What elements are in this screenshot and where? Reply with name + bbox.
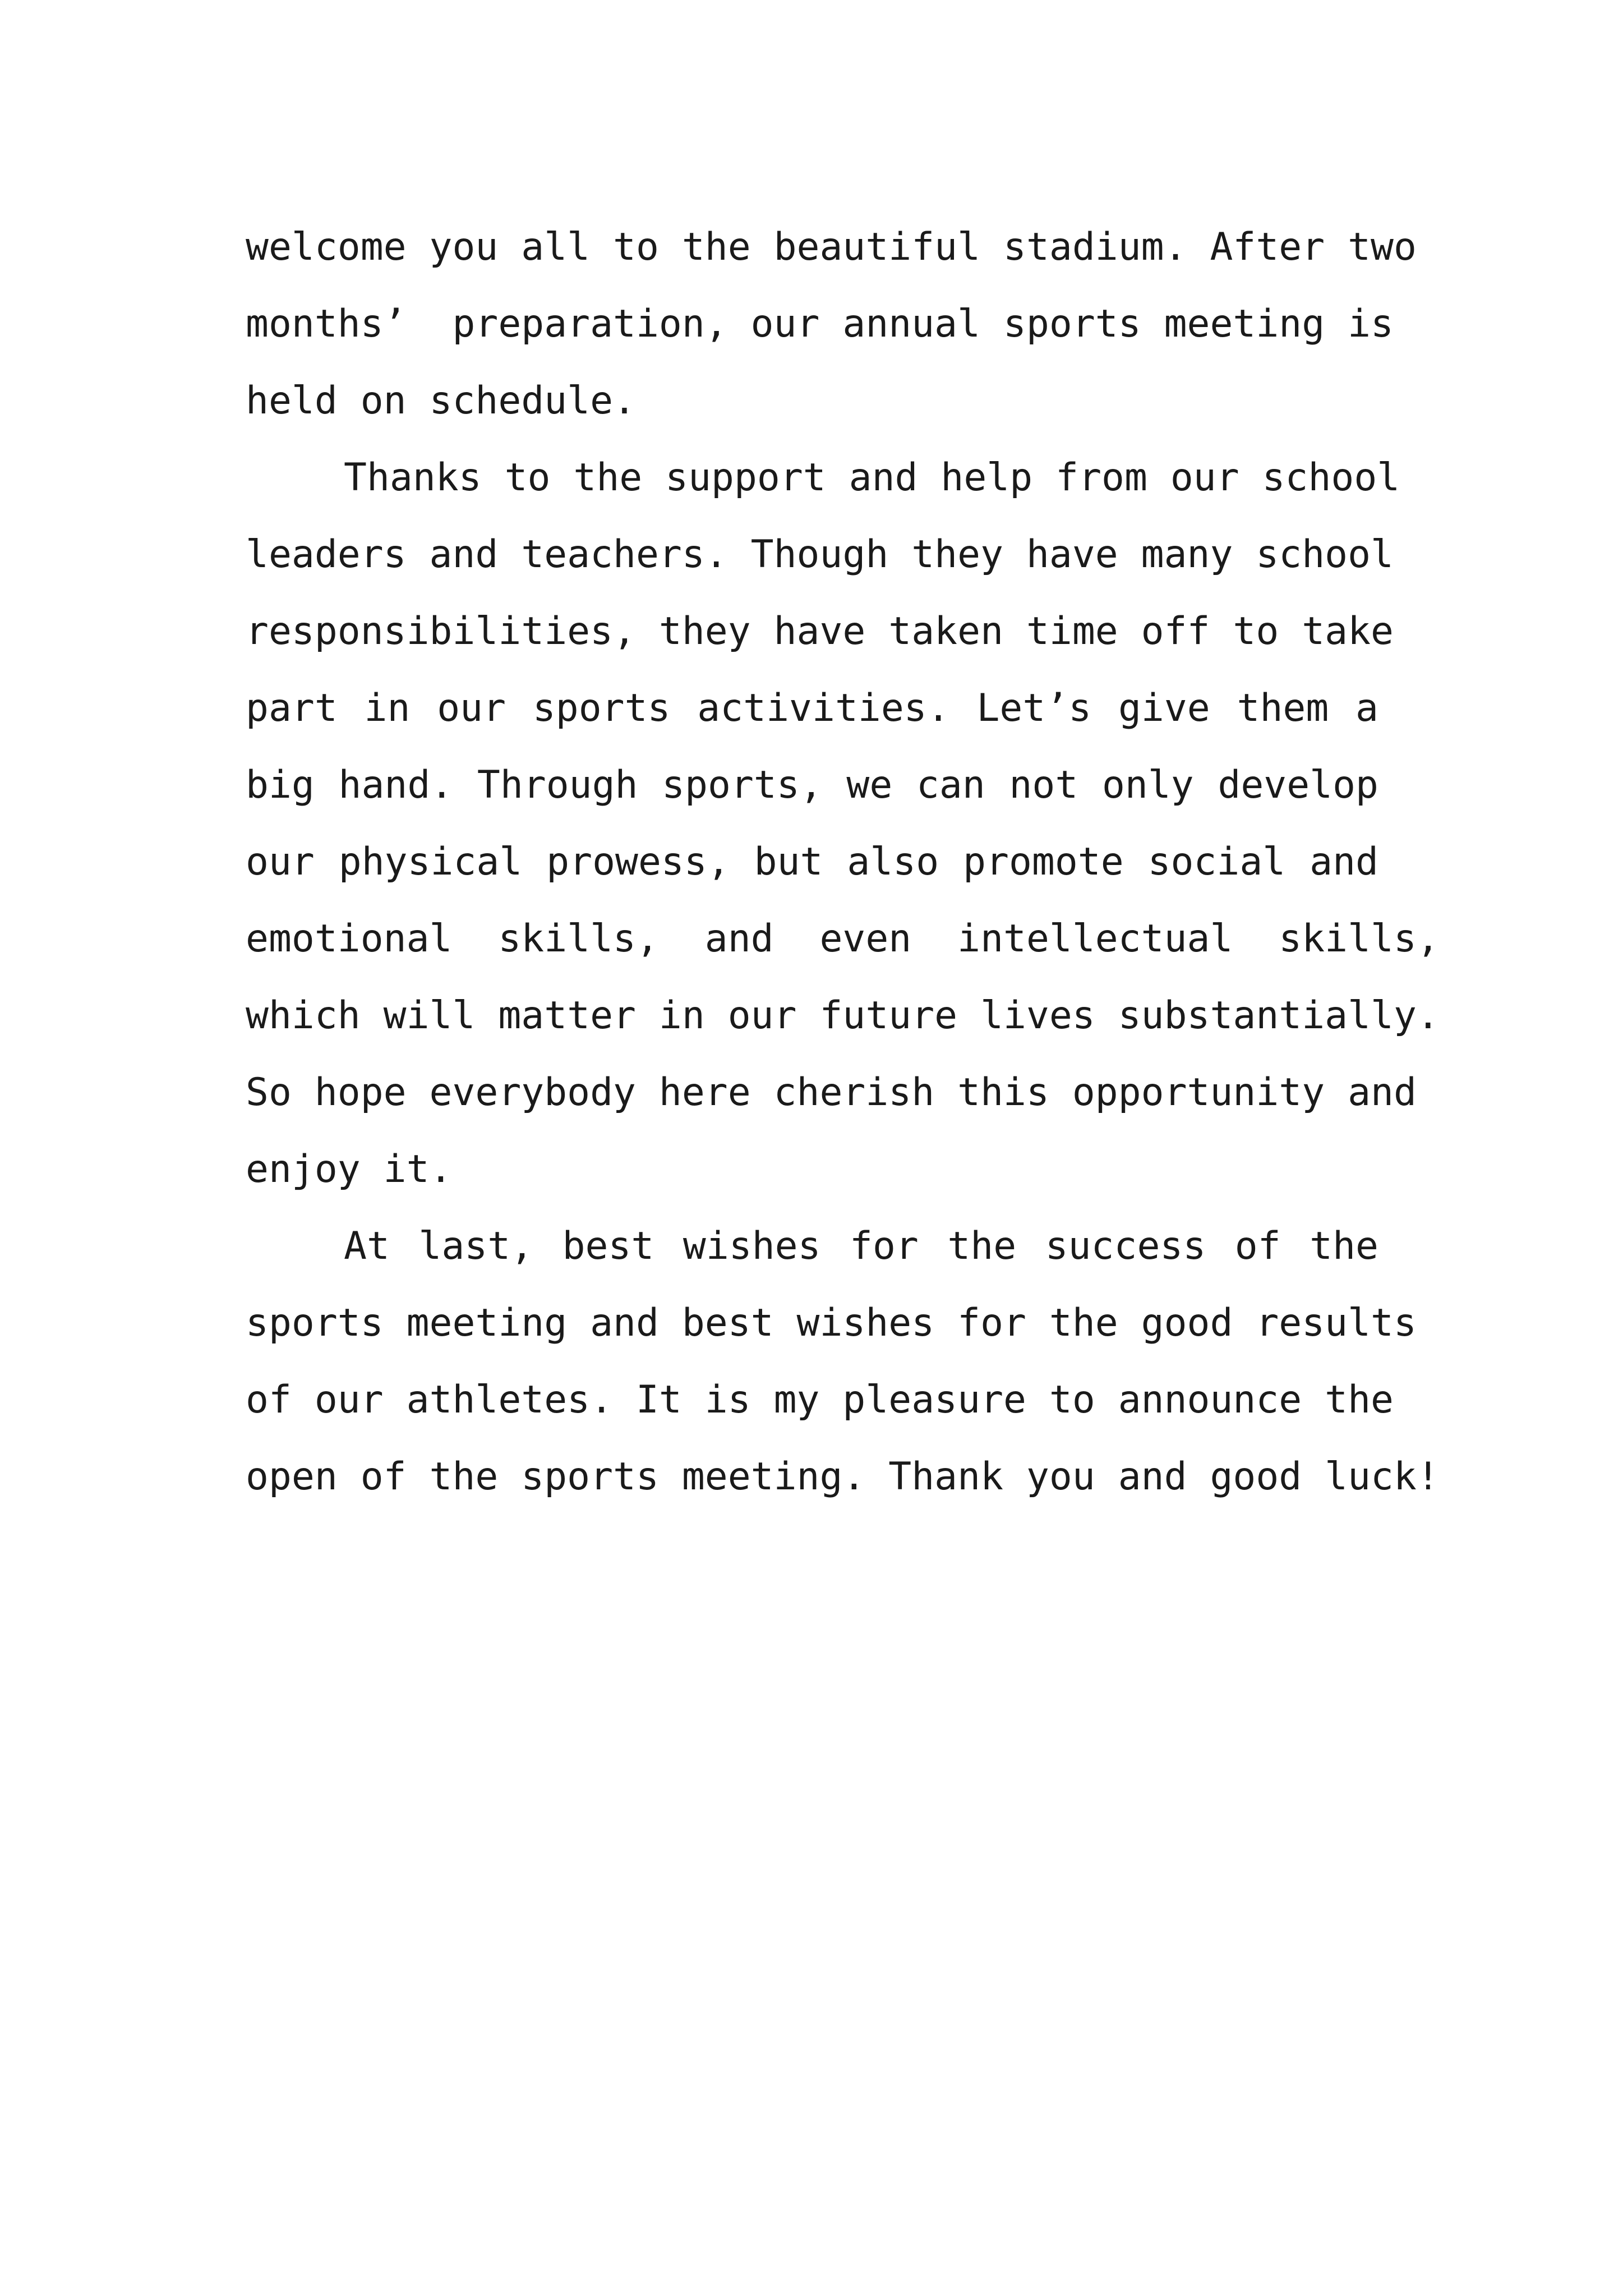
text-line: part in our sports activities. Let’s give them a (246, 686, 1378, 730)
text-line: leaders and teachers. Though they have many school (246, 532, 1394, 577)
paragraph-1 (246, 209, 1417, 439)
text-line: enjoy it. (246, 1147, 453, 1191)
paragraph-3 (246, 1208, 1440, 1515)
text-line: sports meeting and best wishes for the good results (246, 1301, 1417, 1345)
text-line: of our athletes. It is my pleasure to announce the (246, 1378, 1394, 1422)
text-line: which will matter in our future lives substantially. (246, 993, 1440, 1038)
body-text (246, 209, 1440, 1515)
text-line: So hope everybody here cherish this opportunity and (246, 1070, 1417, 1115)
text-line: held on schedule. (246, 379, 636, 423)
text-line: open of the sports meeting. Thank you and good luck! (246, 1455, 1440, 1499)
text-line: welcome you all to the beautiful stadium. After two (246, 225, 1417, 269)
text-line: At last, best wishes for the success of the (344, 1224, 1378, 1268)
text-line: Thanks to the support and help from our school (344, 455, 1400, 500)
text-line: responsibilities, they have taken time off to take (246, 609, 1394, 654)
paragraph-2 (246, 439, 1440, 1208)
text-line: emotional skills, and even intellectual skills, (246, 917, 1440, 961)
text-line: our physical prowess, but also promote social and (246, 840, 1378, 884)
text-line: months’ preparation, our annual sports meeting is (246, 302, 1394, 346)
text-line: big hand. Through sports, we can not only develop (246, 763, 1378, 807)
